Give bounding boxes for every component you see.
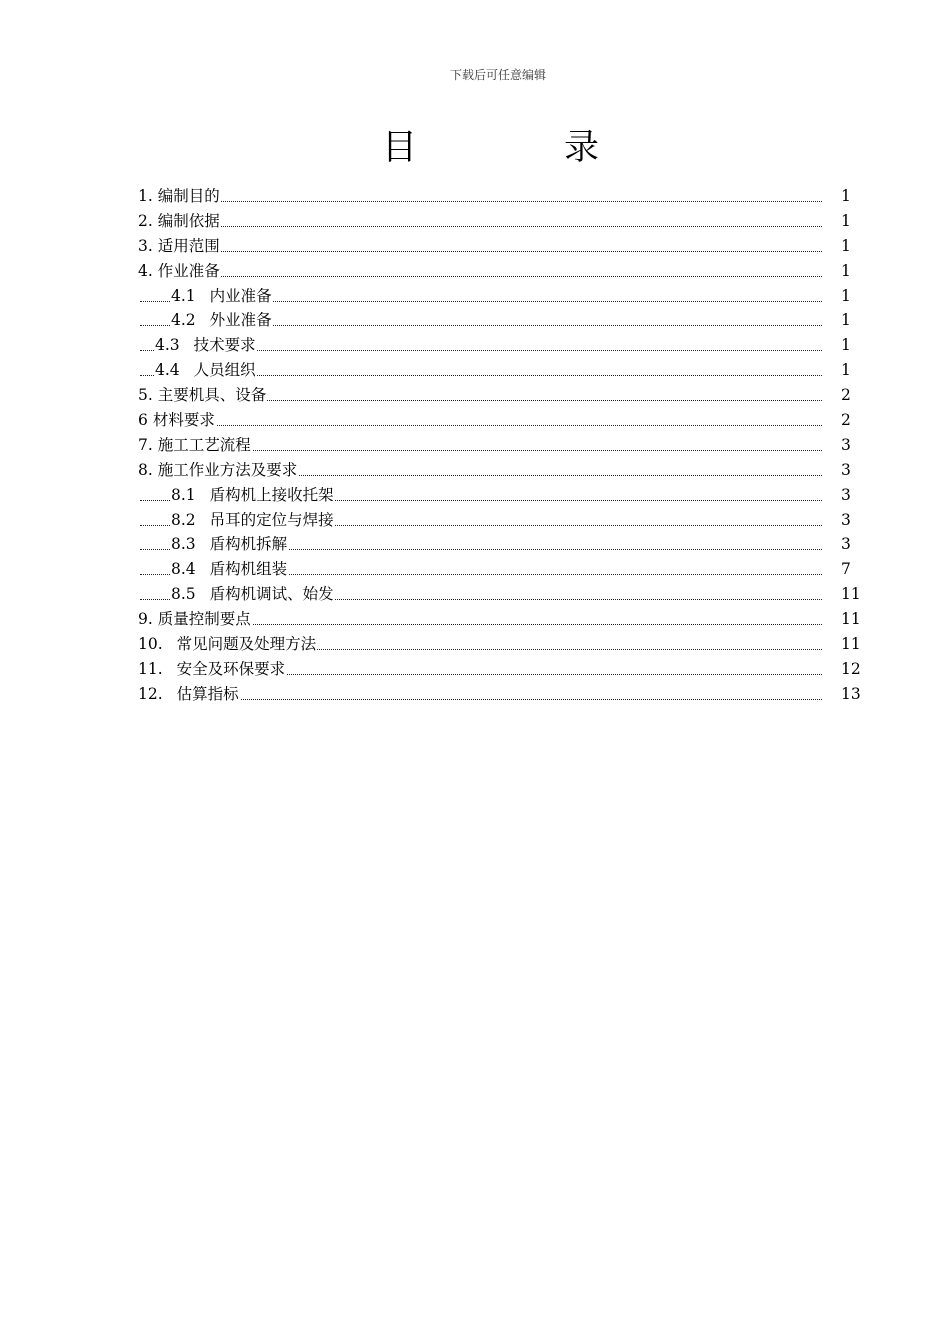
toc-entry[interactable]	[0, 333, 950, 358]
toc-entry[interactable]	[0, 483, 950, 508]
toc-entry-number: 8.4	[171, 560, 196, 579]
toc-title	[382, 124, 602, 172]
toc-entry-page: 3	[841, 535, 851, 554]
toc-entry[interactable]	[0, 582, 950, 607]
toc-entry-number: 8.2	[171, 510, 196, 529]
toc-entry-text: 质量控制要点	[157, 610, 251, 629]
toc-entry[interactable]	[0, 184, 950, 209]
toc-entry-page: 3	[841, 485, 851, 504]
toc-entry-page: 2	[841, 386, 851, 405]
toc-entry-label	[171, 508, 335, 533]
toc-entry[interactable]	[0, 209, 950, 234]
toc-entry-page: 1	[841, 211, 851, 230]
toc-entry-number: 12.	[138, 684, 163, 703]
toc-entry-number: 4.	[138, 261, 153, 280]
toc-entry-number: 10.	[138, 635, 163, 654]
toc-leader-dots	[140, 259, 822, 283]
toc-entry-text: 安全及环保要求	[176, 659, 286, 678]
toc-entry[interactable]	[0, 408, 950, 433]
toc-entry-page: 3	[841, 510, 851, 529]
toc-entry-text: 主要机具、设备	[157, 386, 267, 405]
toc-entry-page: 2	[841, 411, 851, 430]
toc-entry-page: 13	[841, 684, 861, 703]
toc-entry[interactable]	[0, 632, 950, 657]
toc-entry-label	[138, 383, 267, 408]
toc-entry-label	[138, 682, 240, 707]
toc-entry-number: 7.	[138, 435, 153, 454]
toc-entry-label	[138, 408, 216, 433]
toc-entry-number: 4.3	[155, 336, 180, 355]
toc-entry-text: 常见问题及处理方法	[176, 635, 317, 654]
toc-entry-text: 估算指标	[176, 684, 239, 703]
toc-entry[interactable]	[0, 234, 950, 259]
toc-entry-text: 适用范围	[157, 236, 220, 255]
toc-entry-page: 1	[841, 361, 851, 380]
toc-entry-text: 作业准备	[157, 261, 220, 280]
toc-entry-page: 1	[841, 311, 851, 330]
toc-leader-dots	[140, 682, 822, 706]
toc-entry-number: 4.2	[171, 311, 196, 330]
toc-entry-page: 1	[841, 261, 851, 280]
toc-entry-number: 11.	[138, 659, 163, 678]
toc-entry-page: 3	[841, 435, 851, 454]
toc-entry-page: 1	[841, 286, 851, 305]
toc-entry-text: 内业准备	[209, 286, 272, 305]
toc-entry-page: 1	[841, 336, 851, 355]
toc-entry-text: 技术要求	[193, 336, 256, 355]
toc-entry-page: 12	[841, 659, 861, 678]
toc-leader-dots	[140, 234, 822, 258]
toc-entry-text: 人员组织	[193, 361, 256, 380]
toc-entry-text: 盾构机上接收托架	[209, 485, 334, 504]
toc-leader-dots	[140, 408, 822, 432]
toc-entry-label	[138, 234, 221, 259]
toc-entry[interactable]	[0, 682, 950, 707]
toc-entry-text: 施工作业方法及要求	[157, 460, 298, 479]
toc-entry-number: 5.	[138, 386, 153, 405]
toc-entry-label	[171, 483, 335, 508]
toc-entry-text: 盾构机组装	[209, 560, 288, 579]
toc-entry-text: 材料要求	[152, 411, 215, 430]
toc-entry-number: 8.3	[171, 535, 196, 554]
toc-entry[interactable]	[0, 284, 950, 309]
toc-entry-number: 4.1	[171, 286, 196, 305]
toc-entry-number: 6	[138, 411, 148, 430]
toc-entry-text: 施工工艺流程	[157, 435, 251, 454]
toc-entry-label	[171, 284, 273, 309]
toc-entry-number: 3.	[138, 236, 153, 255]
toc-entry-label	[171, 532, 288, 557]
toc-entry-page: 3	[841, 460, 851, 479]
toc-entry-page: 1	[841, 236, 851, 255]
toc-entry-label	[155, 358, 257, 383]
toc-leader-dots	[140, 184, 822, 208]
toc-entry-page: 7	[841, 560, 851, 579]
toc-entry-text: 编制依据	[157, 211, 220, 230]
toc-title-char-2: 录	[564, 128, 600, 168]
toc-entry-label	[138, 209, 221, 234]
toc-entry-page: 11	[841, 635, 861, 654]
toc-entry[interactable]	[0, 557, 950, 582]
toc-entry[interactable]	[0, 458, 950, 483]
toc-entry-text: 盾构机拆解	[209, 535, 288, 554]
toc-entry[interactable]	[0, 508, 950, 533]
toc-entry[interactable]	[0, 383, 950, 408]
toc-entry-label	[138, 632, 317, 657]
toc-entry-label	[138, 184, 221, 209]
toc-entry[interactable]	[0, 358, 950, 383]
toc-entry-label	[171, 557, 288, 582]
toc-entry-number: 4.4	[155, 361, 180, 380]
toc-entry[interactable]	[0, 308, 950, 333]
toc-entry-label	[138, 458, 298, 483]
toc-entry-page: 11	[841, 585, 861, 604]
toc-entry-page: 11	[841, 610, 861, 629]
toc-entry[interactable]	[0, 532, 950, 557]
toc-leader-dots	[140, 209, 822, 233]
toc-entry-text: 编制目的	[157, 187, 220, 205]
toc-entry-number: 1.	[138, 187, 153, 205]
toc-entry-label	[171, 582, 335, 607]
toc-entry-number: 8.1	[171, 485, 196, 504]
toc-title-char-1: 目	[382, 128, 418, 168]
toc-entry-label	[171, 308, 273, 333]
toc-entry-number: 9.	[138, 610, 153, 629]
toc-entry-label	[138, 259, 221, 284]
toc-entry-number: 8.	[138, 460, 153, 479]
toc-entry[interactable]	[0, 433, 950, 458]
toc-entry-text: 盾构机调试、始发	[209, 585, 334, 604]
toc-entry-text: 外业准备	[209, 311, 272, 330]
toc-entry-text: 吊耳的定位与焊接	[209, 510, 334, 529]
toc-entry[interactable]	[0, 607, 950, 632]
toc-list	[0, 184, 950, 707]
toc-entry-label	[155, 333, 257, 358]
toc-entry-label	[138, 657, 286, 682]
toc-entry[interactable]	[0, 657, 950, 682]
header-note: 下载后可任意编辑	[449, 68, 546, 82]
toc-entry-label	[138, 433, 252, 458]
toc-entry-label	[138, 607, 252, 632]
toc-entry-number: 8.5	[171, 585, 196, 604]
toc-entry-page: 1	[841, 187, 851, 205]
toc-entry[interactable]	[0, 259, 950, 284]
toc-entry-number: 2.	[138, 211, 153, 230]
